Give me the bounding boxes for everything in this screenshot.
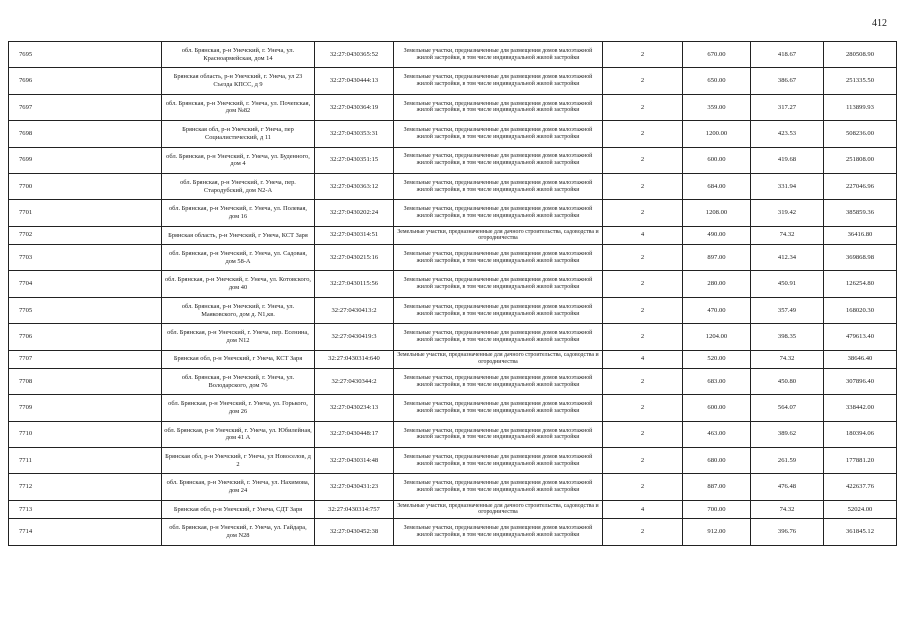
cell-land-use: Земельные участки, предназначенные для дачного строительства, садоводства и огородничества bbox=[394, 226, 603, 244]
cell-cadastral-value: 361845.12 bbox=[824, 519, 897, 545]
cell-record-number: 7711 bbox=[9, 448, 162, 474]
cell-specific-value: 564.07 bbox=[751, 395, 824, 421]
cell-cadastral-number: 32:27:0430431:23 bbox=[315, 474, 394, 500]
cell-record-number: 7708 bbox=[9, 368, 162, 394]
cell-cadastral-value: 385859.36 bbox=[824, 200, 897, 226]
cell-area: 490.00 bbox=[683, 226, 751, 244]
cell-area: 683.00 bbox=[683, 368, 751, 394]
cell-cadastral-number: 32:27:0430419:3 bbox=[315, 324, 394, 350]
table-row bbox=[9, 297, 897, 323]
cell-group: 2 bbox=[603, 173, 683, 199]
cell-area: 600.00 bbox=[683, 395, 751, 421]
cell-area: 463.00 bbox=[683, 421, 751, 447]
cell-group: 2 bbox=[603, 421, 683, 447]
cell-address: Брянская обл, р-н Унечский, г Унеча, КСТ Заря bbox=[162, 350, 315, 368]
cell-cadastral-number: 32:27:0430314:48 bbox=[315, 448, 394, 474]
cell-cadastral-number: 32:27:0430351:15 bbox=[315, 147, 394, 173]
table-row bbox=[9, 200, 897, 226]
cell-address: Брянская область, р-н Унечский, г. Унеча, ул 23 Съезда КПСС, д 9 bbox=[162, 68, 315, 94]
table-row bbox=[9, 324, 897, 350]
cell-record-number: 7695 bbox=[9, 42, 162, 68]
cell-area: 520.00 bbox=[683, 350, 751, 368]
cell-land-use: Земельные участки, предназначенные для размещения домов малоэтажной жилой застройки, в том числе индивидуальной жилой застройки bbox=[394, 147, 603, 173]
cell-area: 359.00 bbox=[683, 94, 751, 120]
cell-land-use: Земельные участки, предназначенные для размещения домов малоэтажной жилой застройки, в том числе индивидуальной жилой застройки bbox=[394, 395, 603, 421]
cell-record-number: 7709 bbox=[9, 395, 162, 421]
cell-address: обл. Брянская, р-н Унечский, г. Унеча, пер. Есенина, дом N12 bbox=[162, 324, 315, 350]
cell-land-use: Земельные участки, предназначенные для размещения домов малоэтажной жилой застройки, в том числе индивидуальной жилой застройки bbox=[394, 421, 603, 447]
cell-specific-value: 357.49 bbox=[751, 297, 824, 323]
cell-specific-value: 74.32 bbox=[751, 226, 824, 244]
table-row bbox=[9, 421, 897, 447]
cell-cadastral-value: 479613.40 bbox=[824, 324, 897, 350]
cell-cadastral-value: 369868.98 bbox=[824, 245, 897, 271]
cell-record-number: 7707 bbox=[9, 350, 162, 368]
cell-land-use: Земельные участки, предназначенные для размещения домов малоэтажной жилой застройки, в том числе индивидуальной жилой застройки bbox=[394, 121, 603, 147]
cell-cadastral-value: 280508.90 bbox=[824, 42, 897, 68]
cell-cadastral-value: 251335.50 bbox=[824, 68, 897, 94]
table-row bbox=[9, 68, 897, 94]
cell-area: 912.00 bbox=[683, 519, 751, 545]
cell-address: обл. Брянская, р-н Унечский, г. Унеча, ул. Горького, дом 26 bbox=[162, 395, 315, 421]
cell-cadastral-value: 168020.30 bbox=[824, 297, 897, 323]
cell-record-number: 7713 bbox=[9, 500, 162, 518]
cell-cadastral-number: 32:27:0430215:16 bbox=[315, 245, 394, 271]
cell-cadastral-number: 32:27:0430448:17 bbox=[315, 421, 394, 447]
cell-area: 670.00 bbox=[683, 42, 751, 68]
cell-cadastral-number: 32:27:0430413:2 bbox=[315, 297, 394, 323]
cell-address: Брянская область, р-н Унечский, г Унеча, КСТ Заря bbox=[162, 226, 315, 244]
cell-group: 2 bbox=[603, 395, 683, 421]
cell-cadastral-number: 32:27:0430353:31 bbox=[315, 121, 394, 147]
cell-group: 2 bbox=[603, 368, 683, 394]
cell-land-use: Земельные участки, предназначенные для размещения домов малоэтажной жилой застройки, в том числе индивидуальной жилой застройки bbox=[394, 324, 603, 350]
cell-group: 2 bbox=[603, 271, 683, 297]
cell-area: 700.00 bbox=[683, 500, 751, 518]
cell-cadastral-value: 251808.00 bbox=[824, 147, 897, 173]
cell-cadastral-value: 36416.80 bbox=[824, 226, 897, 244]
cell-specific-value: 331.94 bbox=[751, 173, 824, 199]
cell-land-use: Земельные участки, предназначенные для размещения домов малоэтажной жилой застройки, в том числе индивидуальной жилой застройки bbox=[394, 368, 603, 394]
cell-cadastral-number: 32:27:0430314:640 bbox=[315, 350, 394, 368]
cell-address: обл. Брянская, р-н Унечский, г. Унеча, ул. Красноармейская, дом 14 bbox=[162, 42, 315, 68]
cell-cadastral-number: 32:27:0430314:51 bbox=[315, 226, 394, 244]
cell-group: 2 bbox=[603, 68, 683, 94]
cell-address: обл. Брянская, р-н Унечский, г. Унеча, ул. Почепская, дом №82 bbox=[162, 94, 315, 120]
cell-area: 897.00 bbox=[683, 245, 751, 271]
cell-cadastral-value: 508236.00 bbox=[824, 121, 897, 147]
cell-group: 2 bbox=[603, 297, 683, 323]
cell-cadastral-value: 38646.40 bbox=[824, 350, 897, 368]
cell-cadastral-value: 338442.00 bbox=[824, 395, 897, 421]
cell-specific-value: 419.68 bbox=[751, 147, 824, 173]
cell-group: 2 bbox=[603, 474, 683, 500]
cell-land-use: Земельные участки, предназначенные для дачного строительства, садоводства и огородничества bbox=[394, 350, 603, 368]
cell-address: обл. Брянская, р-н Унечский, г. Унеча, ул. Гайдара, дом N28 bbox=[162, 519, 315, 545]
cell-cadastral-number: 32:27:0430452:38 bbox=[315, 519, 394, 545]
cell-record-number: 7703 bbox=[9, 245, 162, 271]
table-row bbox=[9, 350, 897, 368]
cell-land-use: Земельные участки, предназначенные для размещения домов малоэтажной жилой застройки, в том числе индивидуальной жилой застройки bbox=[394, 474, 603, 500]
cell-land-use: Земельные участки, предназначенные для размещения домов малоэтажной жилой застройки, в том числе индивидуальной жилой застройки bbox=[394, 94, 603, 120]
cell-land-use: Земельные участки, предназначенные для размещения домов малоэтажной жилой застройки, в том числе индивидуальной жилой застройки bbox=[394, 519, 603, 545]
cell-cadastral-value: 180394.06 bbox=[824, 421, 897, 447]
cell-group: 2 bbox=[603, 519, 683, 545]
table-row bbox=[9, 245, 897, 271]
cell-record-number: 7701 bbox=[9, 200, 162, 226]
cell-address: обл. Брянская, р-н Унечский, г. Унеча, ул. Котовского, дом 40 bbox=[162, 271, 315, 297]
cell-group: 2 bbox=[603, 121, 683, 147]
cell-cadastral-value: 422637.76 bbox=[824, 474, 897, 500]
cell-land-use: Земельные участки, предназначенные для размещения домов малоэтажной жилой застройки, в том числе индивидуальной жилой застройки bbox=[394, 245, 603, 271]
cell-area: 650.00 bbox=[683, 68, 751, 94]
cell-address: обл. Брянская, р-н Унечский, г. Унеча, ул. Маяковского, дом д. N1,кв. bbox=[162, 297, 315, 323]
cell-group: 2 bbox=[603, 245, 683, 271]
cell-land-use: Земельные участки, предназначенные для размещения домов малоэтажной жилой застройки, в том числе индивидуальной жилой застройки bbox=[394, 173, 603, 199]
cell-record-number: 7699 bbox=[9, 147, 162, 173]
cell-cadastral-number: 32:27:0430364:19 bbox=[315, 94, 394, 120]
cell-specific-value: 412.34 bbox=[751, 245, 824, 271]
cell-specific-value: 74.32 bbox=[751, 500, 824, 518]
cell-address: обл. Брянская, р-н Унечский, г. Унеча, пер. Стародубский, дом N2-А bbox=[162, 173, 315, 199]
cell-address: обл. Брянская, р-н Унечский, г. Унеча, ул. Юбилейная, дом 41 А bbox=[162, 421, 315, 447]
cell-specific-value: 317.27 bbox=[751, 94, 824, 120]
cell-record-number: 7706 bbox=[9, 324, 162, 350]
cell-specific-value: 389.62 bbox=[751, 421, 824, 447]
page-number: 412 bbox=[872, 18, 887, 29]
cell-address: обл. Брянская, р-н Унечский, г. Унеча, ул. Володарского, дом 76 bbox=[162, 368, 315, 394]
cell-specific-value: 396.76 bbox=[751, 519, 824, 545]
cell-cadastral-value: 113899.93 bbox=[824, 94, 897, 120]
cell-group: 2 bbox=[603, 94, 683, 120]
cell-land-use: Земельные участки, предназначенные для размещения домов малоэтажной жилой застройки, в том числе индивидуальной жилой застройки bbox=[394, 297, 603, 323]
cell-group: 2 bbox=[603, 200, 683, 226]
cell-address: обл. Брянская, р-н Унечский, г. Унеча, ул. Полевая, дом 16 bbox=[162, 200, 315, 226]
cell-land-use: Земельные участки, предназначенные для размещения домов малоэтажной жилой застройки, в том числе индивидуальной жилой застройки bbox=[394, 271, 603, 297]
cell-cadastral-number: 32:27:0430115:56 bbox=[315, 271, 394, 297]
cell-record-number: 7705 bbox=[9, 297, 162, 323]
cell-cadastral-number: 32:27:0430314:757 bbox=[315, 500, 394, 518]
table-row bbox=[9, 474, 897, 500]
cell-cadastral-number: 32:27:0430234:13 bbox=[315, 395, 394, 421]
cell-cadastral-value: 177881.20 bbox=[824, 448, 897, 474]
cell-address: Брянская обл, р-н Унечский, г Унеча, пер Социалистический, д 11 bbox=[162, 121, 315, 147]
cell-specific-value: 74.32 bbox=[751, 350, 824, 368]
cell-specific-value: 450.91 bbox=[751, 271, 824, 297]
cell-land-use: Земельные участки, предназначенные для размещения домов малоэтажной жилой застройки, в том числе индивидуальной жилой застройки bbox=[394, 42, 603, 68]
table-row bbox=[9, 500, 897, 518]
cell-cadastral-number: 32:27:0430444:13 bbox=[315, 68, 394, 94]
cell-specific-value: 450.80 bbox=[751, 368, 824, 394]
cell-group: 4 bbox=[603, 500, 683, 518]
cell-cadastral-number: 32:27:0430202:24 bbox=[315, 200, 394, 226]
table-row bbox=[9, 448, 897, 474]
cell-area: 280.00 bbox=[683, 271, 751, 297]
cell-cadastral-value: 126254.80 bbox=[824, 271, 897, 297]
table-row bbox=[9, 395, 897, 421]
cell-address: обл. Брянская, р-н Унечский, г. Унеча, ул. Нахимова, дом 24 bbox=[162, 474, 315, 500]
cell-area: 684.00 bbox=[683, 173, 751, 199]
cell-address: обл. Брянская, р-н Унечский, г. Унеча, ул. Буденного, дом 4 bbox=[162, 147, 315, 173]
cell-area: 680.00 bbox=[683, 448, 751, 474]
cell-record-number: 7712 bbox=[9, 474, 162, 500]
cell-land-use: Земельные участки, предназначенные для дачного строительства, садоводства и огородничества bbox=[394, 500, 603, 518]
cell-cadastral-number: 32:27:0430365:52 bbox=[315, 42, 394, 68]
cell-area: 1208.00 bbox=[683, 200, 751, 226]
table-body bbox=[9, 42, 897, 546]
cell-specific-value: 261.59 bbox=[751, 448, 824, 474]
table-row bbox=[9, 121, 897, 147]
cell-cadastral-value: 307896.40 bbox=[824, 368, 897, 394]
cell-specific-value: 386.67 bbox=[751, 68, 824, 94]
cell-group: 4 bbox=[603, 350, 683, 368]
cell-address: Брянская обл, р-н Унечский, г Унеча, СДТ Заря bbox=[162, 500, 315, 518]
table-row bbox=[9, 147, 897, 173]
cell-land-use: Земельные участки, предназначенные для размещения домов малоэтажной жилой застройки, в том числе индивидуальной жилой застройки bbox=[394, 448, 603, 474]
cell-group: 2 bbox=[603, 42, 683, 68]
table-row bbox=[9, 226, 897, 244]
cell-address: обл. Брянская, р-н Унечский, г. Унеча, ул. Садовая, дом 58-А bbox=[162, 245, 315, 271]
cell-record-number: 7696 bbox=[9, 68, 162, 94]
cell-cadastral-value: 227046.96 bbox=[824, 173, 897, 199]
table-row bbox=[9, 94, 897, 120]
cell-group: 4 bbox=[603, 226, 683, 244]
land-plots-table bbox=[8, 41, 897, 546]
cell-group: 2 bbox=[603, 448, 683, 474]
cell-cadastral-value: 52024.00 bbox=[824, 500, 897, 518]
cell-specific-value: 398.35 bbox=[751, 324, 824, 350]
cell-area: 600.00 bbox=[683, 147, 751, 173]
cell-cadastral-number: 32:27:0430344:2 bbox=[315, 368, 394, 394]
cell-cadastral-number: 32:27:0430363:12 bbox=[315, 173, 394, 199]
cell-area: 470.00 bbox=[683, 297, 751, 323]
table-row bbox=[9, 519, 897, 545]
cell-area: 887.00 bbox=[683, 474, 751, 500]
cell-record-number: 7698 bbox=[9, 121, 162, 147]
cell-area: 1204.00 bbox=[683, 324, 751, 350]
table-row bbox=[9, 271, 897, 297]
cell-address: Брянская обл, р-н Унечский, г Унеча, ул Новоселов, д 2 bbox=[162, 448, 315, 474]
cell-record-number: 7714 bbox=[9, 519, 162, 545]
cell-group: 2 bbox=[603, 324, 683, 350]
cell-specific-value: 423.53 bbox=[751, 121, 824, 147]
cell-record-number: 7697 bbox=[9, 94, 162, 120]
table-row bbox=[9, 42, 897, 68]
cell-land-use: Земельные участки, предназначенные для размещения домов малоэтажной жилой застройки, в том числе индивидуальной жилой застройки bbox=[394, 200, 603, 226]
cell-land-use: Земельные участки, предназначенные для размещения домов малоэтажной жилой застройки, в том числе индивидуальной жилой застройки bbox=[394, 68, 603, 94]
table-row bbox=[9, 368, 897, 394]
cell-specific-value: 319.42 bbox=[751, 200, 824, 226]
cell-specific-value: 418.67 bbox=[751, 42, 824, 68]
cell-group: 2 bbox=[603, 147, 683, 173]
cell-specific-value: 476.48 bbox=[751, 474, 824, 500]
cell-area: 1200.00 bbox=[683, 121, 751, 147]
cell-record-number: 7702 bbox=[9, 226, 162, 244]
cell-record-number: 7704 bbox=[9, 271, 162, 297]
cell-record-number: 7710 bbox=[9, 421, 162, 447]
cell-record-number: 7700 bbox=[9, 173, 162, 199]
table-row bbox=[9, 173, 897, 199]
